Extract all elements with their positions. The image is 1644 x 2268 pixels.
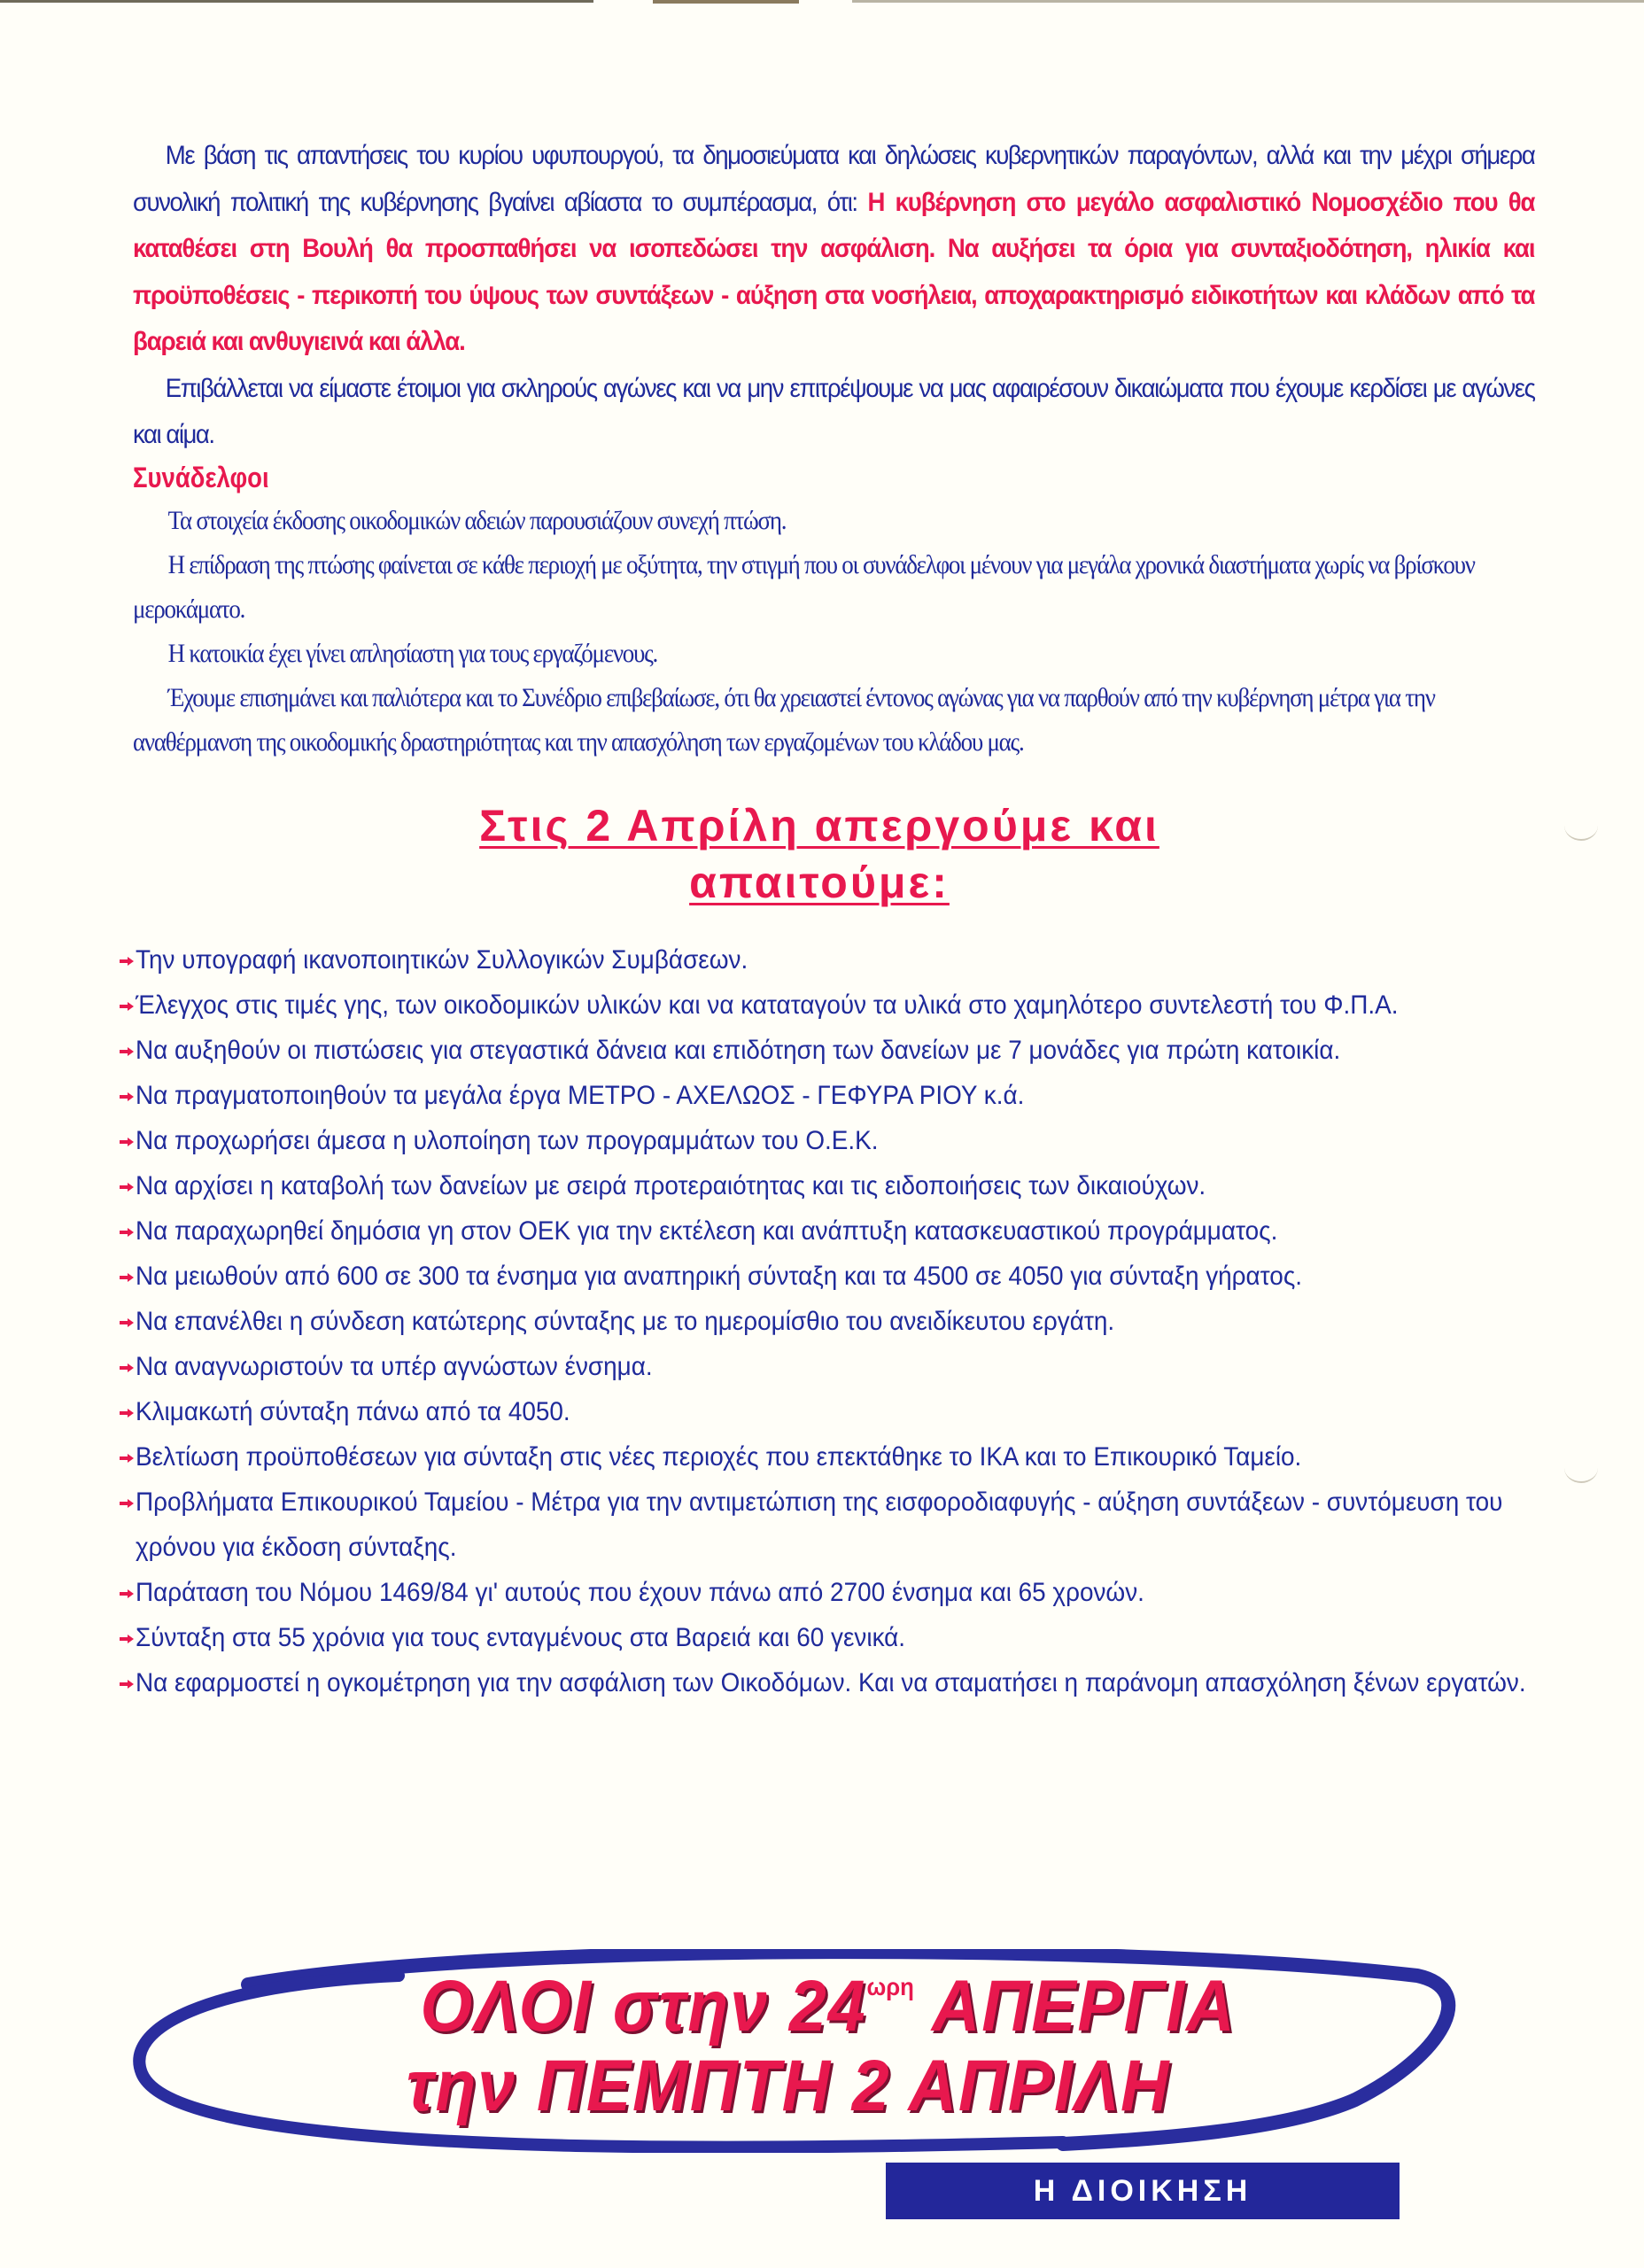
arrow-right-icon: [120, 1589, 134, 1598]
demand-text: Προβλήματα Επικουρικού Ταμείου - Μέτρα για την αντιμετώπιση της εισφοροδιαφυγής - αύξηση συντάξεων - συντόμευση του χρόνου για έκδοση σύνταξης.: [136, 1487, 1503, 1562]
banner-number: 24: [788, 1966, 867, 2047]
colleagues-section: [133, 456, 1534, 765]
demand-item: [120, 1208, 1537, 1254]
demand-text: Να αυξηθούν οι πιστώσεις για στεγαστικά δάνεια και επιδότηση των δανείων με 7 μονάδες για πρώτη κατοικία.: [136, 1036, 1341, 1065]
section-heading: Συνάδελφοι: [133, 462, 269, 493]
demand-text: Βελτίωση προϋποθέσεων για σύνταξη στις νέες περιοχές που επεκτάθηκε το ΙΚΑ και το Επικουρικό Ταμείο.: [136, 1442, 1302, 1472]
banner-text: ΟΛΟΙ στην: [420, 1966, 770, 2047]
section-body: [133, 499, 1534, 765]
demand-item: [120, 1434, 1537, 1480]
arrow-right-icon: [120, 1228, 134, 1237]
demand-item: [120, 1389, 1537, 1434]
strike-headline: [266, 797, 1373, 911]
arrow-right-icon: [120, 1183, 134, 1192]
demand-item: [120, 1118, 1537, 1163]
banner-superscript: ωρη: [866, 1973, 914, 2000]
punch-hole-mark: [1564, 811, 1598, 841]
banner-line-2: την ΠΕΜΠΤΗ 2 ΑΠΡΙΛΗ: [406, 2046, 1171, 2126]
demand-text: Να μειωθούν από 600 σε 300 τα ένσημα για αναπηρική σύνταξη και τα 4500 σε 4050 για σύνταξη γήρατος.: [136, 1262, 1303, 1291]
demand-item: [120, 1163, 1537, 1208]
demand-text: Να παραχωρηθεί δημόσια γη στον ΟΕΚ για την εκτέλεση και ανάπτυξη κατασκευαστικού προγράμματος.: [136, 1216, 1278, 1246]
demand-text: Την υπογραφή ικανοποιητικών Συλλογικών Συμβάσεων.: [136, 945, 748, 975]
demand-text: Παράταση του Νόμου 1469/84 γι' αυτούς που έχουν πάνω από 2700 ένσημα και 65 χρονών.: [136, 1578, 1144, 1607]
arrow-right-icon: [120, 1047, 134, 1056]
demand-item: [120, 1570, 1537, 1615]
section-paragraph: Η κατοικία έχει γίνει απλησίαστη για τους εργαζόμενους.: [167, 639, 658, 668]
demand-item: [120, 1344, 1537, 1389]
arrow-right-icon: [120, 1002, 134, 1011]
demand-item: [120, 937, 1537, 983]
demand-item: [120, 1254, 1537, 1299]
demand-text: Να επανέλθει η σύνδεση κατώτερης σύνταξης με το ημερομίσθιο του ανειδίκευτου εργάτη.: [136, 1307, 1115, 1336]
demand-text: Κλιμακωτή σύνταξη πάνω από τα 4050.: [136, 1397, 570, 1426]
arrow-right-icon: [120, 1318, 134, 1327]
arrow-right-icon: [120, 1680, 134, 1689]
arrow-right-icon: [120, 1454, 134, 1463]
arrow-right-icon: [120, 1092, 134, 1101]
demand-text: Να εφαρμοστεί η ογκομέτρηση για την ασφάλιση των Οικοδόμων. Και να σταματήσει η παράνομη απασχόληση ξένων εργατών.: [136, 1668, 1526, 1697]
intro-highlight: Η κυβέρνηση στο μεγάλο ασφαλιστικό Νομοσχέδιο που θα καταθέσει στη Βουλή θα προσπαθήσει να ισοπεδώσει την ασφάλιση. Να αυξήσει τα όρια για συνταξιοδότηση, ηλικία και προϋποθέσεις - περικοπή του ύψους των συντάξεων - αύξηση στα νοσήλεια, αποχαρακτηρισμό ειδικοτήτων και κλάδων από τα βαρειά και ανθυγιεινά και άλλα.: [133, 187, 1535, 356]
arrow-right-icon: [120, 1499, 134, 1508]
demand-text: Έλεγχος στις τιμές γης, των οικοδομικών υλικών και να καταταγούν τα υλικά στο χαμηλότερο συντελεστή του Φ.Π.Α.: [136, 990, 1399, 1020]
demand-item: [120, 1299, 1537, 1344]
intro-paragraph-1: [133, 133, 1534, 366]
demand-item: [120, 1073, 1537, 1118]
arrow-right-icon: [120, 1409, 134, 1418]
demand-item: [120, 1615, 1537, 1660]
arrow-right-icon: [120, 957, 134, 966]
punch-hole-mark: [1564, 1453, 1598, 1483]
intro-paragraph-2: Επιβάλλεται να είμαστε έτοιμοι για σκληρούς αγώνες και να μην επιτρέψουμε να μας αφαιρέσουν δικαιώματα που έχουμε κερδίσει με αγώνες και αίμα.: [133, 373, 1535, 449]
demand-text: Να αρχίσει η καταβολή των δανείων με σειρά προτεραιότητας και τις ειδοποιήσεις των δικαιούχων.: [136, 1171, 1206, 1200]
arrow-right-icon: [120, 1635, 134, 1643]
demand-text: Να αναγνωριστούν τα υπέρ αγνώστων ένσημα.: [136, 1352, 653, 1381]
signature-box: Η ΔΙΟΙΚΗΣΗ: [886, 2163, 1400, 2219]
section-paragraph: Η επίδραση της πτώσης φαίνεται σε κάθε περιοχή με οξύτητα, την στιγμή που οι συνάδελφοι μένουν για μεγάλα χρονικά διαστήματα χωρίς να βρίσκουν μεροκάματο.: [133, 550, 1475, 624]
demands-list: [120, 937, 1537, 1705]
intro-text: Με βάση τις απαντήσεις του κυρίου υφυπουργού, τα δημοσιεύματα και δηλώσεις κυβερνητικών παραγόντων, αλλά και την μέχρι σήμερα συνολική πολιτική της κυβέρνησης βγαίνει αβίαστα το συμπέρασμα, ότι:: [133, 141, 1535, 217]
headline-line-1: Στις 2 Απρίλη απεργούμε και: [479, 801, 1159, 850]
strike-banner: [133, 1949, 1462, 2153]
headline-line-2: απαιτούμε:: [689, 858, 950, 907]
arrow-right-icon: [120, 1138, 134, 1146]
arrow-right-icon: [120, 1273, 134, 1282]
demand-item: [120, 1480, 1537, 1570]
banner-text: ΑΠΕΡΓΙΑ: [931, 1966, 1237, 2047]
banner-line-1: [217, 1965, 1439, 2048]
arrow-right-icon: [120, 1363, 134, 1372]
demand-text: Να πραγματοποιηθούν τα μεγάλα έργα ΜΕΤΡΟ - ΑΧΕΛΩΟΣ - ΓΕΦΥΡΑ ΡΙΟΥ κ.ά.: [136, 1081, 1025, 1110]
section-paragraph: Τα στοιχεία έκδοσης οικοδομικών αδειών παρουσιάζουν συνεχή πτώση.: [167, 506, 787, 535]
demand-text: Να προχωρήσει άμεσα η υλοποίηση των προγραμμάτων του Ο.Ε.Κ.: [136, 1126, 879, 1155]
scan-top-edge: [0, 0, 1644, 4]
demand-item: [120, 983, 1537, 1028]
demand-text: Σύνταξη στα 55 χρόνια για τους ενταγμένους στα Βαρειά και 60 γενικά.: [136, 1623, 906, 1652]
demand-item: [120, 1660, 1537, 1705]
demand-item: [120, 1028, 1537, 1073]
section-paragraph: Έχουμε επισημάνει και παλιότερα και το Συνέδριο επιβεβαίωσε, ότι θα χρειαστεί έντονος αγώνας για να παρθούν από την κυβέρνηση μέτρα για την αναθέρμανση της οικοδομικής δραστηριότητας και την απασχόληση των εργαζομένων του κλάδου μας.: [133, 683, 1435, 757]
intro-section: [133, 133, 1534, 459]
